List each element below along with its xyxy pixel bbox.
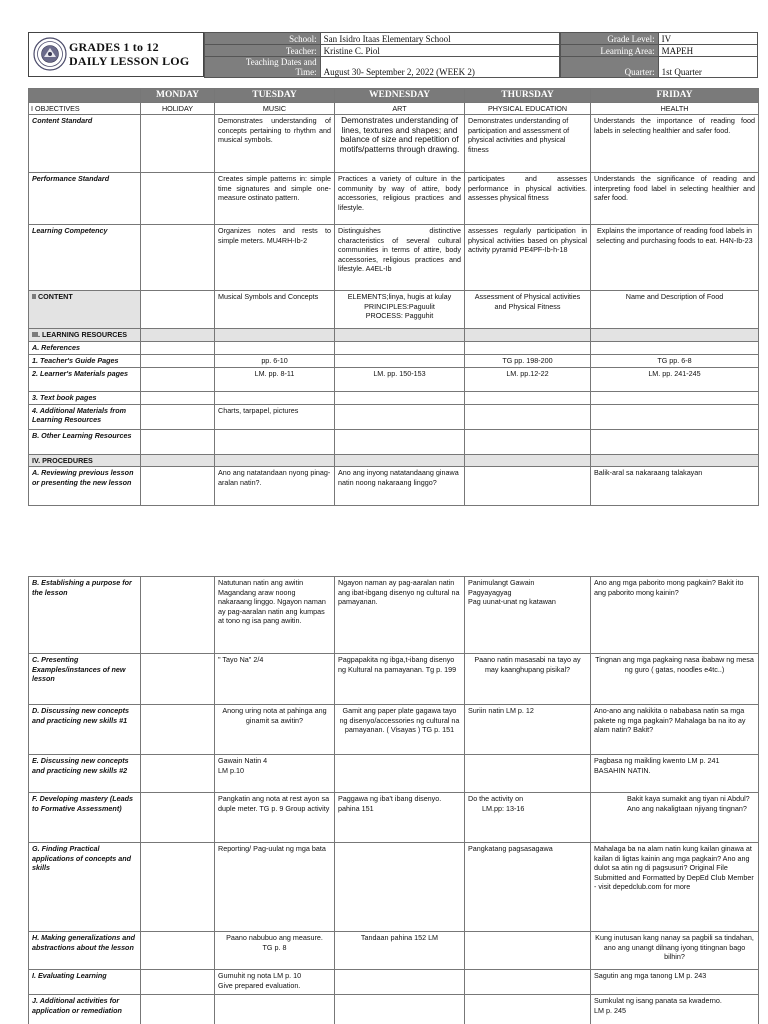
row-label: E. Discussing new concepts and practicing new skills #2 bbox=[29, 755, 141, 793]
measure-tg-page: TG p. 8 bbox=[262, 942, 287, 952]
table-row bbox=[29, 173, 759, 225]
mastery-question-2: Ano ang nakaligtaan njiyang tingnan? bbox=[627, 803, 747, 813]
teacher-label: Teacher: bbox=[205, 45, 321, 57]
cell-friday: Mahalaga ba na alam natin kung kailan ginawa at kailan di ligtas kainin ang mga pagkain? Ano ang dulot sa atin ng di pagsusuri? Original File Submitted and Formatted by DepEd Club Member - visit depedclub.com for more bbox=[591, 843, 759, 932]
cell-friday: Sagutin ang mga tanong LM p. 243 bbox=[591, 970, 759, 995]
cell-thursday: Pangkatang pagsasagawa bbox=[465, 843, 591, 932]
cell-wednesday bbox=[335, 355, 465, 368]
table-row bbox=[29, 404, 759, 429]
cell-wednesday bbox=[335, 970, 465, 995]
cell-tuesday bbox=[215, 342, 335, 355]
cell-tuesday: Creates simple patterns in: simple time signatures and simple one-measure ostinato pattern. bbox=[215, 173, 335, 225]
cell-wednesday: Distinguishes distinctive characteristics of several cultural communities in terms of attire, body accessories, religious practices and lifestyle. A4EL-Ib bbox=[335, 225, 465, 291]
cell-friday: Understands the importance of reading food labels in selecting healthier and safer food. bbox=[591, 115, 759, 173]
table-row bbox=[29, 755, 759, 793]
teaching-dates-label-line-2: Time: bbox=[295, 67, 317, 77]
cell-monday bbox=[141, 793, 215, 843]
cell-wednesday: Practices a variety of culture in the community by way of attire, body accessories, religious practices and lifestyle. bbox=[335, 173, 465, 225]
cell-monday bbox=[141, 392, 215, 405]
pledge-lm-page: LM p. 245 bbox=[594, 1005, 626, 1015]
cell-friday bbox=[591, 429, 759, 454]
gawain-natin: Gawain Natin 4 bbox=[218, 756, 268, 765]
days-header-blank bbox=[29, 89, 141, 103]
cell-wednesday bbox=[335, 392, 465, 405]
cell-friday: Kung inutusan kang nanay sa pagbili sa tindahan, ano ang unangt dilnang iyong titingnan bago bilhin? bbox=[591, 932, 759, 970]
subject-monday: HOLIDAY bbox=[141, 103, 215, 115]
cell-thursday: Assessment of Physical activities and Physical Fitness bbox=[465, 291, 591, 329]
table-row bbox=[29, 392, 759, 405]
activity-pages: LM.pp: 13-16 bbox=[482, 803, 525, 813]
cell-tuesday bbox=[215, 392, 335, 405]
day-friday: FRIDAY bbox=[591, 89, 759, 103]
cell-thursday bbox=[465, 329, 591, 342]
cell-tuesday: Musical Symbols and Concepts bbox=[215, 291, 335, 329]
cell-friday bbox=[591, 404, 759, 429]
cell-tuesday bbox=[215, 970, 335, 995]
table-row bbox=[29, 355, 759, 368]
cell-tuesday: Demonstrates understanding of concepts pertaining to rhythm and musical symbols. bbox=[215, 115, 335, 173]
cell-monday bbox=[141, 368, 215, 392]
cell-wednesday bbox=[335, 404, 465, 429]
row-label: I. Evaluating Learning bbox=[29, 970, 141, 995]
teaching-dates-label-line-1: Teaching Dates and bbox=[245, 57, 317, 67]
table-row bbox=[29, 291, 759, 329]
table-row bbox=[29, 225, 759, 291]
cell-monday bbox=[141, 355, 215, 368]
cell-tuesday bbox=[215, 995, 335, 1024]
row-label: 2. Learner's Materials pages bbox=[29, 368, 141, 392]
cell-wednesday: Paggawa ng iba't ibang disenyo. pahina 151 bbox=[335, 793, 465, 843]
cell-tuesday: Charts, tarpapel, pictures bbox=[215, 404, 335, 429]
table-row bbox=[29, 115, 759, 173]
teaching-dates-value: August 30- September 2, 2022 (WEEK 2) bbox=[320, 57, 559, 78]
table-row bbox=[29, 932, 759, 970]
cell-wednesday: Ngayon naman ay pag-aaralan natin ang ibat-ibgang disenyo ng cultural na pamayanan. bbox=[335, 577, 465, 654]
row-label: F. Developing mastery (Leads to Formative Assessment) bbox=[29, 793, 141, 843]
lesson-plan-table-part-1 bbox=[28, 88, 759, 506]
quarter-label: Quarter: bbox=[561, 57, 659, 78]
cell-thursday: participates and assesses performance in physical activities. assesses physical fitness bbox=[465, 173, 591, 225]
subject-wednesday: ART bbox=[335, 103, 465, 115]
cell-thursday bbox=[465, 995, 591, 1024]
row-label: III. LEARNING RESOURCES bbox=[29, 329, 141, 342]
cell-wednesday bbox=[335, 843, 465, 932]
header-info-right bbox=[560, 32, 758, 78]
form-title-line-1: GRADES 1 to 12 bbox=[69, 40, 159, 54]
row-label: 3. Text book pages bbox=[29, 392, 141, 405]
day-tuesday: TUESDAY bbox=[215, 89, 335, 103]
row-label: C. Presenting Examples/instances of new lesson bbox=[29, 654, 141, 705]
cell-thursday bbox=[465, 577, 591, 654]
cell-thursday: TG pp. 198-200 bbox=[465, 355, 591, 368]
cell-thursday: Suriin natin LM p. 12 bbox=[465, 705, 591, 755]
cell-monday bbox=[141, 225, 215, 291]
content-elements: ELEMENTS;linya, hugis at kulay bbox=[347, 292, 452, 301]
table-row bbox=[29, 342, 759, 355]
learning-area-label: Learning Area: bbox=[561, 45, 659, 57]
cell-thursday: Demonstrates understanding of participation and assessment of physical activities and physical fitness bbox=[465, 115, 591, 173]
cell-friday: Ano ang mga paborito mong pagkain? Bakit ito ang paborito mong kainin? bbox=[591, 577, 759, 654]
cell-tuesday: Natutunan natin ang awitin Magandang araw noong nakaraang linggo. Ngayon naman ay pag-aaralan natin ang kumpas at tono ng isa pang awitin. bbox=[215, 577, 335, 654]
cell-wednesday: Ano ang inyong natatandaang ginawa natin noong nakaraang linggo? bbox=[335, 467, 465, 506]
cell-monday bbox=[141, 404, 215, 429]
cell-monday bbox=[141, 577, 215, 654]
cell-wednesday: Gamit ang paper plate gagawa tayo ng disenyo/accessories ng cultural na pamayanan. ( Visayas ) TG p. 151 bbox=[335, 705, 465, 755]
row-label: IV. PROCEDURES bbox=[29, 454, 141, 467]
row-label: B. Other Learning Resources bbox=[29, 429, 141, 454]
table-row bbox=[29, 843, 759, 932]
cell-monday bbox=[141, 329, 215, 342]
cell-monday bbox=[141, 654, 215, 705]
cell-tuesday bbox=[215, 932, 335, 970]
cell-tuesday: Ano ang natatandaan nyong pinag-aralan natin?. bbox=[215, 467, 335, 506]
subjects-row bbox=[29, 103, 759, 115]
basahin-natin: BASAHIN NATIN. bbox=[594, 765, 651, 775]
cell-thursday bbox=[465, 932, 591, 970]
learning-area-value: MAPEH bbox=[658, 45, 757, 57]
cell-tuesday: Reporting/ Pag-uulat ng mga bata bbox=[215, 843, 335, 932]
story-reading: Pagbasa ng maikling kwento LM p. 241 bbox=[594, 756, 720, 765]
cell-monday bbox=[141, 970, 215, 995]
measure-question: Paano nabubuo ang measure. bbox=[226, 933, 323, 942]
cell-monday bbox=[141, 843, 215, 932]
cell-friday: TG pp. 6-8 bbox=[591, 355, 759, 368]
purpose-step-2: Pagyayagyag bbox=[468, 587, 512, 597]
cell-friday: Tingnan ang mga pagkaing nasa ibabaw ng mesa ng guro ( gatas, noodles e4tc..) bbox=[591, 654, 759, 705]
cell-thursday bbox=[465, 755, 591, 793]
table-row bbox=[29, 793, 759, 843]
day-wednesday: WEDNESDAY bbox=[335, 89, 465, 103]
table-row bbox=[29, 577, 759, 654]
quarter-value: 1st Quarter bbox=[658, 57, 757, 78]
section-row bbox=[29, 329, 759, 342]
table-row bbox=[29, 467, 759, 506]
objectives-label: I OBJECTIVES bbox=[29, 103, 141, 115]
row-label: 1. Teacher's Guide Pages bbox=[29, 355, 141, 368]
form-title-line-2: DAILY LESSON LOG bbox=[69, 54, 190, 68]
cell-tuesday bbox=[215, 429, 335, 454]
row-label: J. Additional activities for application or remediation bbox=[29, 995, 141, 1024]
cell-thursday bbox=[465, 392, 591, 405]
draw-notes-task: Gumuhit ng nota LM p. 10 bbox=[218, 971, 302, 980]
cell-wednesday bbox=[335, 291, 465, 329]
subject-tuesday: MUSIC bbox=[215, 103, 335, 115]
cell-friday: LM. pp. 241-245 bbox=[591, 368, 759, 392]
table-row bbox=[29, 995, 759, 1024]
cell-monday bbox=[141, 454, 215, 467]
teaching-dates-label bbox=[205, 57, 321, 78]
cell-thursday bbox=[465, 342, 591, 355]
cell-friday: Ano-ano ang nakikita o nababasa natin sa mga pakete ng mga pagkain? Mahalaga ba na ito ay alam natin? Bakit? bbox=[591, 705, 759, 755]
cell-friday bbox=[591, 454, 759, 467]
cell-friday bbox=[591, 793, 759, 843]
cell-thursday bbox=[465, 404, 591, 429]
content-process: PROCESS: Pagguhit bbox=[365, 311, 434, 321]
row-label: Performance Standard bbox=[29, 173, 141, 225]
cell-tuesday: Anong uring nota at pahinga ang ginamit sa awitin? bbox=[215, 705, 335, 755]
cell-friday bbox=[591, 755, 759, 793]
cell-monday bbox=[141, 342, 215, 355]
cell-friday: Explains the importance of reading food labels in selecting and purchasing foods to eat. H4N-Ib-23 bbox=[591, 225, 759, 291]
row-label: A. References bbox=[29, 342, 141, 355]
row-label: II CONTENT bbox=[29, 291, 141, 329]
grade-level-label: Grade Level: bbox=[561, 33, 659, 45]
cell-tuesday bbox=[215, 755, 335, 793]
pledge-task: Sumkulat ng isang panata sa kwaderno. bbox=[594, 996, 722, 1005]
cell-thursday bbox=[465, 467, 591, 506]
cell-wednesday bbox=[335, 454, 465, 467]
cell-thursday bbox=[465, 970, 591, 995]
cell-wednesday bbox=[335, 995, 465, 1024]
cell-wednesday: LM. pp. 150-153 bbox=[335, 368, 465, 392]
title-box bbox=[28, 32, 204, 77]
cell-thursday bbox=[465, 454, 591, 467]
table-row bbox=[29, 705, 759, 755]
teacher-value: Kristine C. Piol bbox=[320, 45, 559, 57]
cell-tuesday: Organizes notes and rests to simple meters. MU4RH-Ib-2 bbox=[215, 225, 335, 291]
cell-wednesday bbox=[335, 429, 465, 454]
cell-friday: Name and Description of Food bbox=[591, 291, 759, 329]
cell-wednesday: Demonstrates understanding of lines, textures and shapes; and balance of size and repetition of motifs/patterns through drawing. bbox=[335, 115, 465, 173]
row-label: D. Discussing new concepts and practicing new skills #1 bbox=[29, 705, 141, 755]
cell-wednesday: Pagpapakita ng ibga,t-ibang disenyo ng Kultural na pamayanan. Tg p. 199 bbox=[335, 654, 465, 705]
row-label: 4. Additional Materials from Learning Resources bbox=[29, 404, 141, 429]
cell-friday: Balik-aral sa nakaraang talakayan bbox=[591, 467, 759, 506]
cell-monday bbox=[141, 755, 215, 793]
lesson-plan-table-part-2 bbox=[28, 576, 759, 1024]
section-row bbox=[29, 454, 759, 467]
cell-monday bbox=[141, 705, 215, 755]
row-label: G. Finding Practical applications of concepts and skills bbox=[29, 843, 141, 932]
cell-thursday bbox=[465, 793, 591, 843]
table-row bbox=[29, 429, 759, 454]
row-label: A. Reviewing previous lesson or presenting the new lesson bbox=[29, 467, 141, 506]
school-value: San Isidro Itaas Elementary School bbox=[320, 33, 559, 45]
cell-friday bbox=[591, 995, 759, 1024]
cell-tuesday: " Tayo Na" 2/4 bbox=[215, 654, 335, 705]
cell-tuesday bbox=[215, 329, 335, 342]
cell-friday bbox=[591, 392, 759, 405]
grade-level-value: IV bbox=[658, 33, 757, 45]
cell-tuesday: Pangkatin ang nota at rest ayon sa duple meter. TG p. 9 Group activity bbox=[215, 793, 335, 843]
row-label: Learning Competency bbox=[29, 225, 141, 291]
row-label: B. Establishing a purpose for the lesson bbox=[29, 577, 141, 654]
day-monday: MONDAY bbox=[141, 89, 215, 103]
cell-wednesday bbox=[335, 755, 465, 793]
mastery-question-1: Bakit kaya sumakit ang tiyan ni Abdul? bbox=[627, 794, 750, 803]
table-row bbox=[29, 368, 759, 392]
content-principles: PRINCIPLES:Paguulit bbox=[364, 301, 435, 311]
table-row bbox=[29, 654, 759, 705]
cell-tuesday bbox=[215, 454, 335, 467]
school-label: School: bbox=[205, 33, 321, 45]
cell-tuesday: LM. pp. 8-11 bbox=[215, 368, 335, 392]
cell-tuesday: pp. 6-10 bbox=[215, 355, 335, 368]
row-label: Content Standard bbox=[29, 115, 141, 173]
cell-monday bbox=[141, 115, 215, 173]
cell-thursday: Paano natin masasabi na tayo ay may kaanghupang pisikal? bbox=[465, 654, 591, 705]
gawain-lm-page: LM p.10 bbox=[218, 765, 244, 775]
cell-monday bbox=[141, 467, 215, 506]
cell-monday bbox=[141, 291, 215, 329]
prepared-evaluation: Give prepared evaluation. bbox=[218, 980, 301, 990]
header-info-left bbox=[204, 32, 560, 78]
lesson-log-header bbox=[28, 32, 758, 77]
cell-wednesday bbox=[335, 342, 465, 355]
cell-friday bbox=[591, 342, 759, 355]
cell-monday bbox=[141, 995, 215, 1024]
table-row bbox=[29, 970, 759, 995]
purpose-step-3: Pag uunat-unat ng katawan bbox=[468, 597, 556, 607]
subject-thursday: PHYSICAL EDUCATION bbox=[465, 103, 591, 115]
cell-monday bbox=[141, 429, 215, 454]
cell-monday bbox=[141, 173, 215, 225]
row-label: H. Making generalizations and abstractions about the lesson bbox=[29, 932, 141, 970]
cell-thursday: LM. pp.12-22 bbox=[465, 368, 591, 392]
cell-monday bbox=[141, 932, 215, 970]
cell-thursday bbox=[465, 429, 591, 454]
cell-friday: Understands the significance of reading and interpreting food label in selecting healthier and safer food. bbox=[591, 173, 759, 225]
cell-wednesday bbox=[335, 329, 465, 342]
days-header-row bbox=[29, 89, 759, 103]
activity-instruction: Do the activity on bbox=[468, 794, 524, 803]
cell-friday bbox=[591, 329, 759, 342]
day-thursday: THURSDAY bbox=[465, 89, 591, 103]
deped-seal-icon bbox=[33, 37, 67, 71]
purpose-step-1: Panimulangt Gawain bbox=[468, 578, 535, 587]
subject-friday: HEALTH bbox=[591, 103, 759, 115]
cell-thursday: assesses regularly participation in physical activities based on physical activity pyramid PE4PF-Ib-h-18 bbox=[465, 225, 591, 291]
cell-wednesday: Tandaan pahina 152 LM bbox=[335, 932, 465, 970]
